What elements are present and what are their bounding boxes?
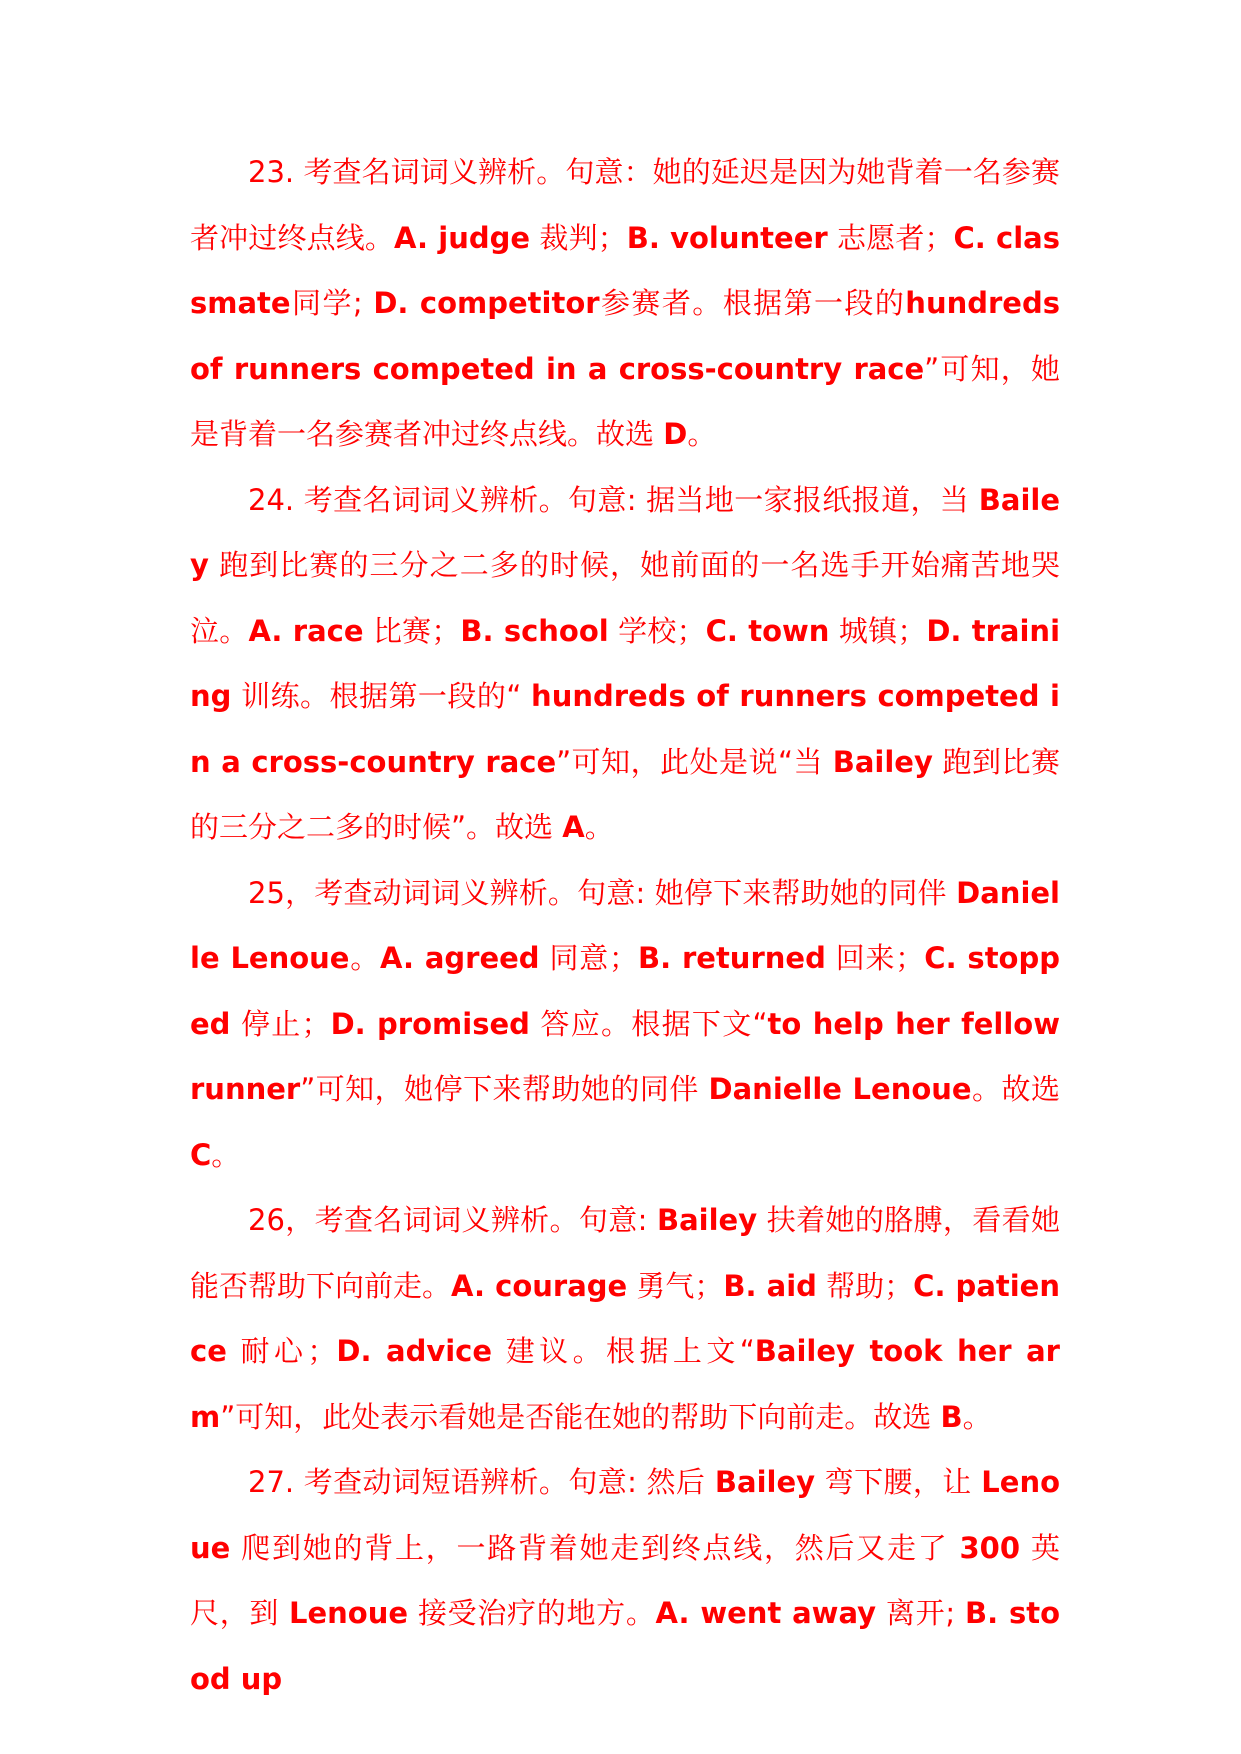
answer-paragraph [190, 468, 1060, 861]
text-segment: ”可知，此处是说“当 [556, 744, 833, 779]
text-segment: 比赛； [363, 613, 461, 648]
bold-text-segment: B. aid [723, 1268, 817, 1303]
bold-text-segment: Lenoue [289, 1596, 409, 1630]
text-segment: 学校； [608, 613, 706, 648]
text-segment: 跑到比赛的三分之二多的时候，她前面的一名选手开始痛苦地哭泣。 [190, 548, 1060, 648]
text-segment: 24. 考查名词词义辨析。句意: 据当地一家报纸报道，当 [248, 482, 979, 517]
text-segment: 。 [349, 941, 380, 975]
bold-text-segment: Bailey [714, 1465, 816, 1499]
text-segment: 23. 考查名词词义辨析。句意：她的延迟是因为她背着一名参赛者冲过终点线。 [190, 155, 1060, 255]
bold-text-segment: Lenoue [190, 1465, 1061, 1565]
text-segment: 。故选 [971, 1072, 1060, 1106]
text-segment: 25，考查动词词义辨析。句意: 她停下来帮助她的同伴 [248, 875, 957, 910]
bold-text-segment: B. school [460, 613, 609, 648]
bold-text-segment: D. competitor [373, 286, 600, 320]
text-segment: 城镇； [829, 613, 927, 648]
answer-paragraph [190, 861, 1060, 1189]
document-body [190, 140, 1060, 1712]
bold-text-segment: C. patience [190, 1268, 1060, 1368]
bold-text-segment: B. volunteer [626, 220, 828, 255]
bold-text-segment: Bailey [832, 744, 933, 779]
answer-paragraph [190, 1188, 1060, 1450]
text-segment: 同意； [539, 941, 639, 975]
text-segment: 离开; [876, 1596, 966, 1630]
text-segment: 。 [687, 417, 717, 451]
text-segment: 英尺，到 [190, 1530, 1060, 1630]
bold-text-segment: C. stopped [190, 941, 1061, 1041]
bold-text-segment: to help her fellow runner [190, 1006, 1061, 1106]
text-segment: 勇气； [627, 1268, 724, 1303]
bold-text-segment: D. advice [336, 1334, 493, 1368]
text-segment: 27. 考查动词短语辨析。句意: 然后 [248, 1465, 715, 1499]
text-segment: 。 [211, 1137, 241, 1172]
bold-text-segment: D [663, 417, 688, 451]
bold-text-segment: A [562, 810, 585, 844]
text-segment: 耐心； [226, 1334, 337, 1368]
bold-text-segment: B. returned [638, 941, 826, 975]
bold-text-segment: Bailey took her arm [190, 1334, 1060, 1434]
bold-text-segment: Bailey [657, 1203, 758, 1237]
text-segment: ”可知，此处表示看她是否能在她的帮助下向前走。故选 [220, 1399, 941, 1434]
text-segment: 建议。根据上文“ [492, 1334, 755, 1368]
text-segment: 接受治疗的地方。 [408, 1596, 656, 1630]
text-segment: 。 [584, 810, 614, 844]
text-segment: 爬到她的背上，一路背着她走到终点线，然后又走了 [230, 1530, 960, 1565]
text-segment: 26，考查名词词义辨析。句意: [248, 1203, 657, 1237]
text-segment: ”可知，她是背着一名参赛者冲过终点线。故选 [190, 351, 1060, 451]
answer-paragraph [190, 140, 1060, 468]
bold-text-segment: A. went away [655, 1596, 877, 1630]
bold-text-segment: B. stood up [190, 1596, 1061, 1696]
answer-paragraph [190, 1450, 1060, 1712]
text-segment: 跑到比赛的三分之二多的时候”。故选 [190, 744, 1061, 844]
bold-text-segment: 300 [959, 1530, 1021, 1565]
text-segment: 同学; [290, 286, 374, 320]
text-segment: 回来； [825, 941, 925, 975]
bold-text-segment: hundreds of runners competed in a cross-country race [190, 679, 1060, 779]
bold-text-segment: C. classmate [190, 220, 1061, 320]
bold-text-segment: C [190, 1137, 212, 1172]
text-segment: 帮助； [816, 1268, 914, 1303]
bold-text-segment: A. courage [451, 1268, 628, 1303]
text-segment: 停止； [230, 1006, 331, 1041]
text-segment: 参赛者。根据第一段的 [599, 286, 906, 320]
bold-text-segment: D. promised [330, 1006, 530, 1041]
text-segment: ”可知，她停下来帮助她的同伴 [300, 1072, 709, 1106]
bold-text-segment: A. judge [394, 220, 531, 255]
bold-text-segment: hundreds of runners competed in a cross-country race [190, 286, 1060, 386]
bold-text-segment: Bailey [190, 482, 1060, 582]
bold-text-segment: Danielle Lenoue [708, 1072, 972, 1106]
text-segment: 弯下腰，让 [815, 1465, 982, 1499]
bold-text-segment: D. training [190, 613, 1061, 713]
bold-text-segment: A. agreed [379, 941, 540, 975]
bold-text-segment: C. town [705, 613, 830, 648]
text-segment: 训练。根据第一段的“ [231, 679, 532, 713]
text-segment: 。 [962, 1399, 992, 1434]
text-segment: 裁判； [530, 220, 627, 255]
bold-text-segment: B [940, 1399, 963, 1434]
text-segment: 扶着她的胳膊，看看她能否帮助下向前走。 [190, 1203, 1060, 1303]
bold-text-segment: Danielle Lenoue [190, 875, 1060, 975]
text-segment: 志愿者； [827, 220, 954, 255]
bold-text-segment: A. race [248, 613, 364, 648]
text-segment: 答应。根据下文“ [529, 1006, 768, 1041]
